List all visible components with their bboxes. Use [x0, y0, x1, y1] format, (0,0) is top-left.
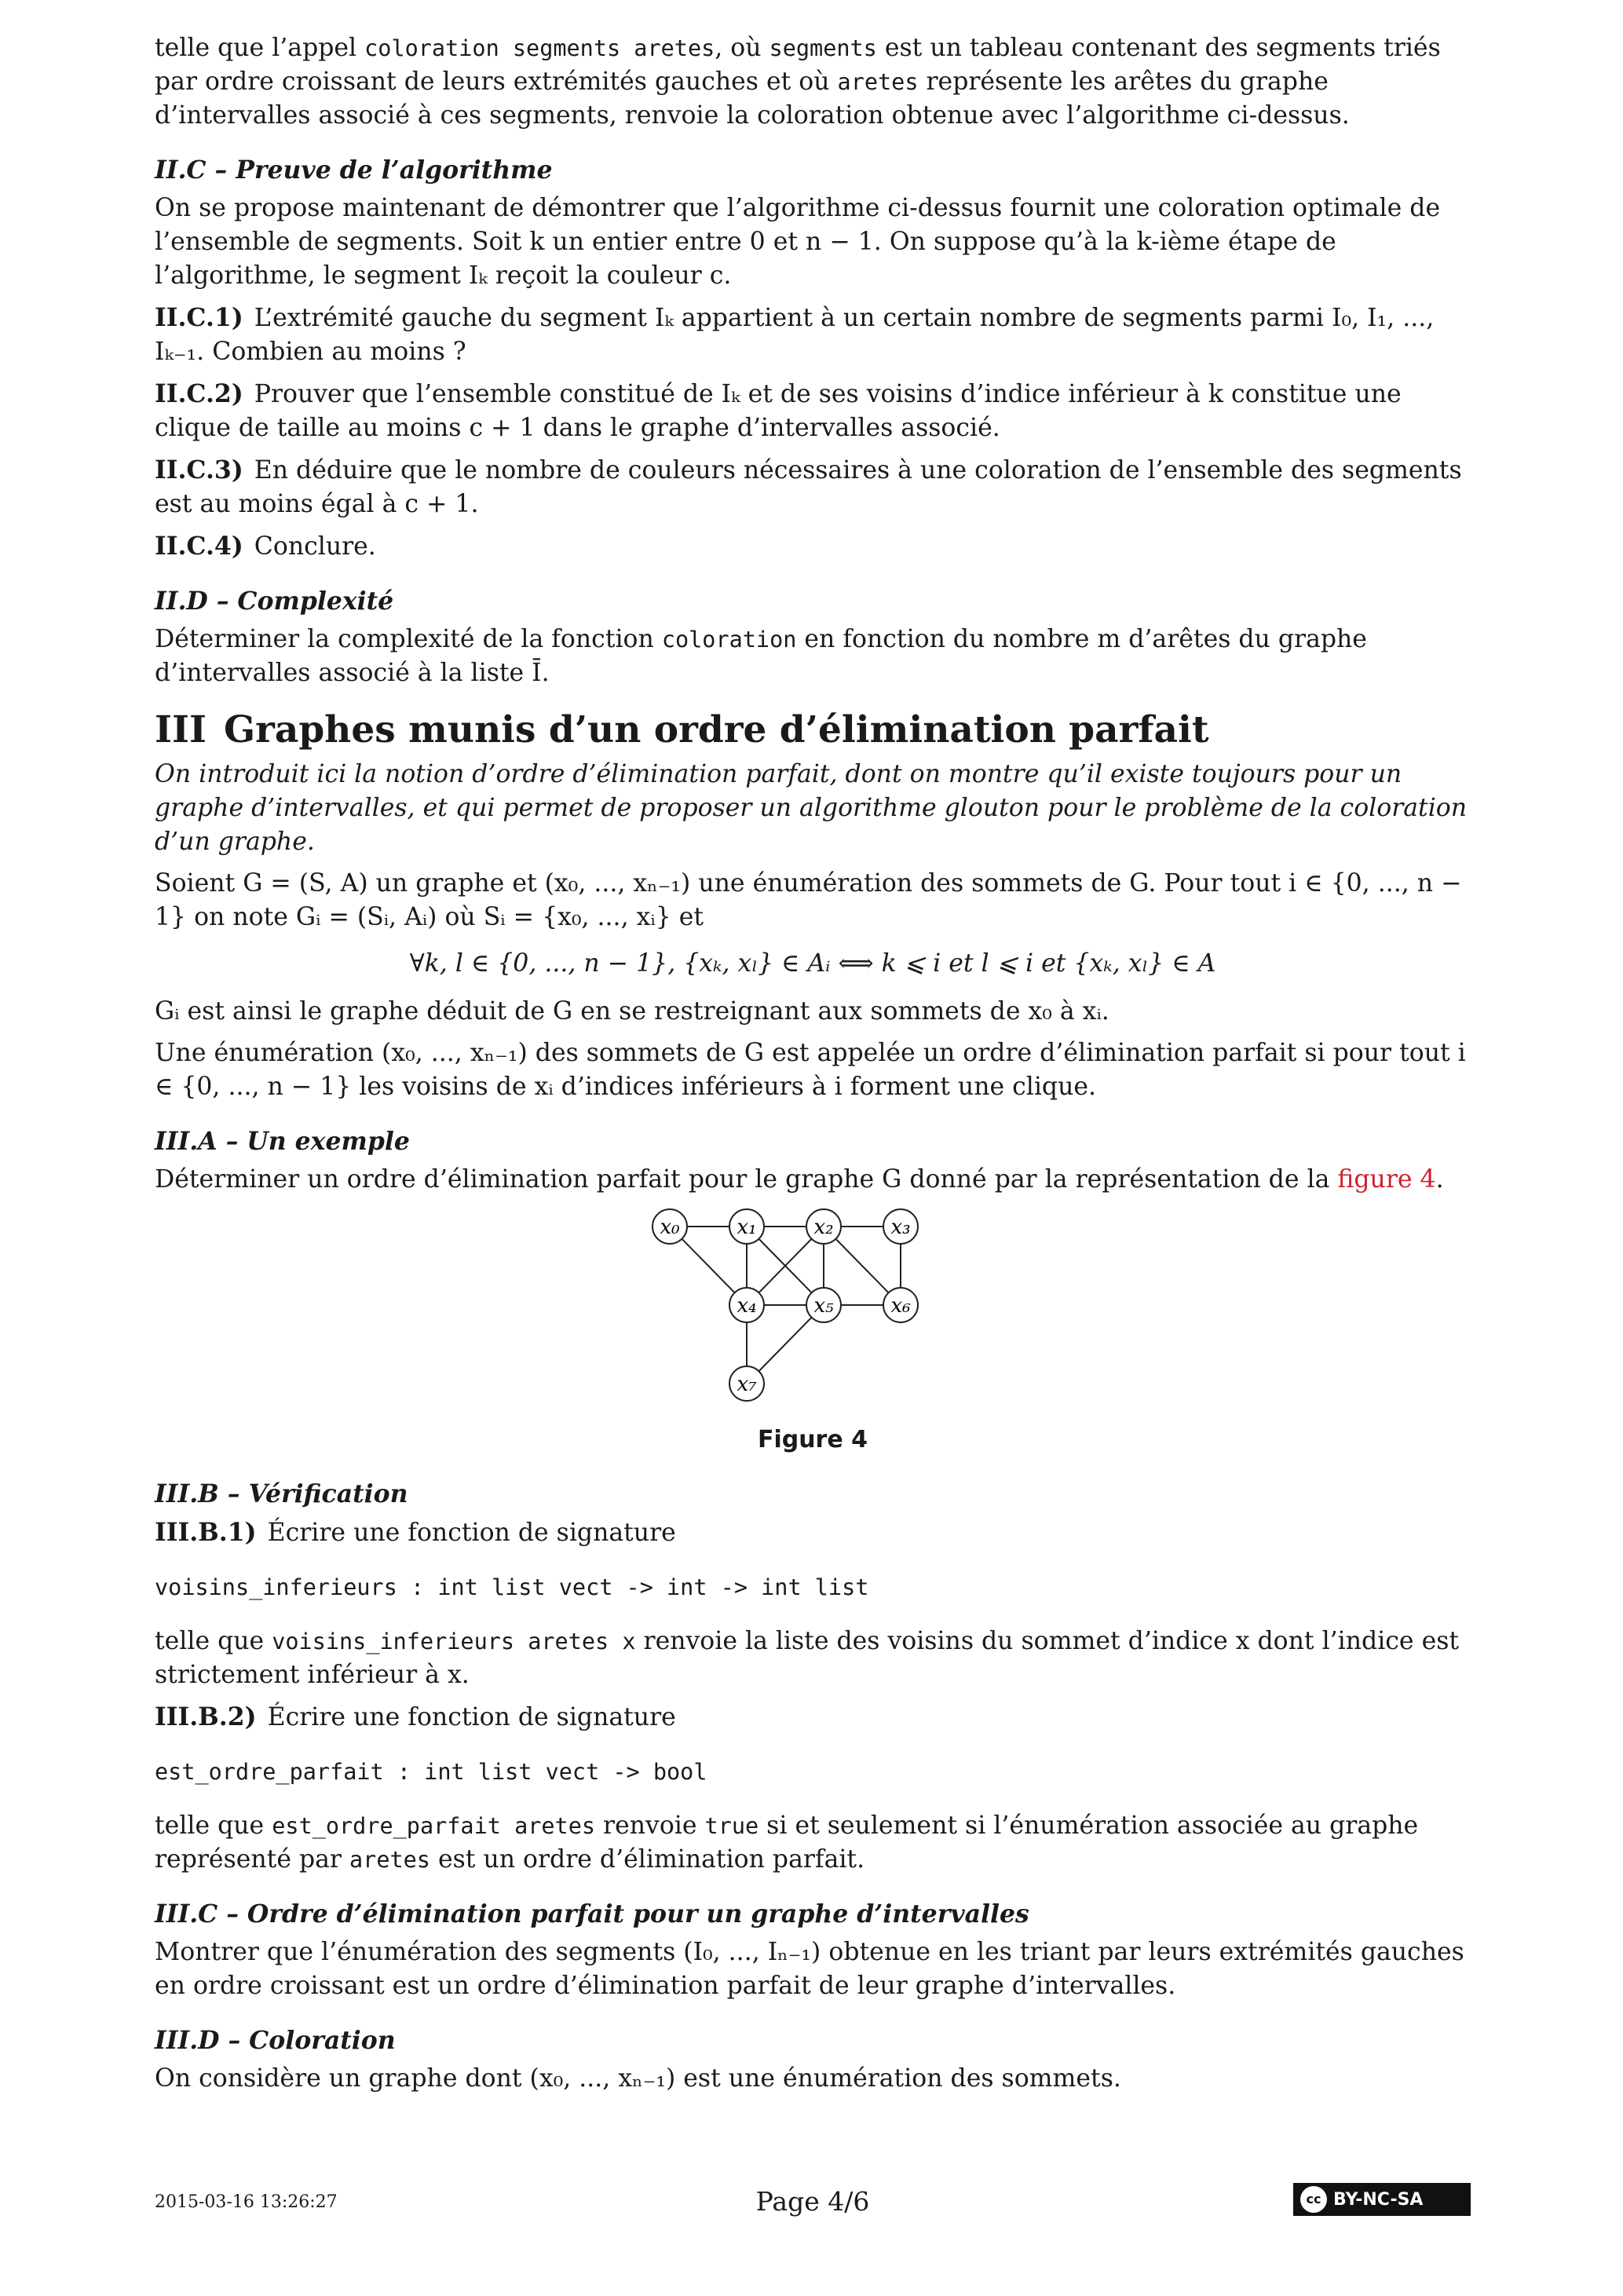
graph-node	[729, 1209, 764, 1244]
display-formula: ∀k, l ∈ {0, ..., n − 1}, {xₖ, xₗ} ∈ Aᵢ ⟺ k ⩽ i et l ⩽ i et {xₖ, xₗ} ∈ A	[409, 949, 1216, 978]
paragraph-III-B-1: telle que voisins_inferieurs aretes x renvoie la liste des voisins du sommet d’indice x dont l’indice est strictement inférieur à x.	[155, 1627, 1460, 1689]
paragraph-III-C: Montrer que l’énumération des segments (I₀, ..., Iₙ₋₁) obtenue en les triant par leurs extrémités gauches en ordre croissant est un ordre d’élimination parfait de leur graphe d’intervalles.	[155, 1938, 1464, 2000]
graph-figure-4	[648, 1205, 978, 1409]
figure-caption: Figure 4	[757, 1426, 868, 1453]
question-III-B-2: III.B.2) Écrire une fonction de signature	[155, 1702, 676, 1731]
question-II-C-3: II.C.3) En déduire que le nombre de couleurs nécessaires à une coloration de l’ensemble des segments est au moins égal à c + 1.	[155, 455, 1462, 518]
paragraph-II-C: On se propose maintenant de démontrer que l’algorithme ci-dessus fournit une coloration optimale de l’ensemble de segments. Soit k un entier entre 0 et n − 1. On suppose qu’à la k-ième étape de l’algorithme, le segment Iₖ reçoit la couleur c.	[155, 194, 1441, 290]
graph-node-label: x₅	[813, 1294, 834, 1318]
graph-node	[729, 1366, 764, 1401]
heading-II-C: II.C – Preuve de l’algorithme	[155, 155, 553, 185]
figure-4	[155, 1205, 1471, 1457]
graph-node-label: x₃	[890, 1216, 911, 1239]
graph-node	[883, 1209, 918, 1244]
license-badge: cc BY-NC-SA	[1293, 2183, 1471, 2216]
figure-4-link[interactable]: figure 4	[1337, 1165, 1436, 1194]
graph-node-label: x₇	[737, 1373, 757, 1396]
code-signature-2: est_ordre_parfait : int list vect -> bool	[155, 1759, 707, 1785]
question-II-C-4: II.C.4) Conclure.	[155, 532, 376, 561]
heading-III-C: III.C – Ordre d’élimination parfait pour un graphe d’intervalles	[155, 1899, 1029, 1929]
graph-node-label: x₄	[737, 1294, 757, 1318]
page-content	[155, 31, 1471, 2096]
heading-III-A: III.A – Un exemple	[155, 1127, 410, 1156]
graph-node-label: x₁	[737, 1216, 757, 1239]
question-III-B-1: III.B.1) Écrire une fonction de signature	[155, 1518, 676, 1547]
continuation-paragraph: telle que l’appel coloration segments aretes, où segments est un tableau contenant des segments triés par ordre croissant de leurs extrémités gauches et où aretes représente les arêtes du graphe d’intervalles associé à ces segments, renvoie la coloration obtenue avec l’algorithme ci-dessus.	[155, 34, 1441, 130]
footer-timestamp: 2015-03-16 13:26:27	[155, 2192, 338, 2212]
paragraph-III-D: On considère un graphe dont (x₀, ..., xₙ₋₁) est une énumération des sommets.	[155, 2064, 1121, 2093]
section-III-p2: Gᵢ est ainsi le graphe déduit de G en se restreignant aux sommets de x₀ à xᵢ.	[155, 997, 1109, 1026]
section-III-intro: On introduit ici la notion d’ordre d’élimination parfait, dont on montre qu’il existe toujours pour un graphe d’intervalles, et qui permet de proposer un algorithme glouton pour le problème de la coloration d’un graphe.	[155, 760, 1468, 856]
code-signature-1: voisins_inferieurs : int list vect -> int -> int list	[155, 1574, 869, 1600]
section-III-p3: Une énumération (x₀, ..., xₙ₋₁) des sommets de G est appelée un ordre d’élimination parfait si pour tout i ∈ {0, ..., n − 1} les voisins de xᵢ d’indices inférieurs à i forment une clique.	[155, 1039, 1466, 1101]
graph-node	[729, 1288, 764, 1322]
question-II-C-1: II.C.1) L’extrémité gauche du segment Iₖ appartient à un certain nombre de segments parmi I₀, I₁, ..., Iₖ₋₁. Combien au moins ?	[155, 303, 1435, 366]
heading-III-D: III.D – Coloration	[155, 2026, 396, 2055]
heading-III-B: III.B – Vérification	[155, 1479, 408, 1508]
graph-node	[806, 1288, 841, 1322]
paragraph-II-D: Déterminer la complexité de la fonction coloration en fonction du nombre m d’arêtes du graphe d’intervalles associé à la liste Ī.	[155, 625, 1367, 687]
cc-icon: cc	[1300, 2186, 1327, 2213]
graph-node-label: x₀	[660, 1216, 680, 1239]
paragraph-III-A: Déterminer un ordre d’élimination parfait pour le graphe G donné par la représentation de la figure 4.	[155, 1165, 1444, 1194]
section-III-p1: Soient G = (S, A) un graphe et (x₀, ..., xₙ₋₁) une énumération des sommets de G. Pour tout i ∈ {0, ..., n − 1} on note Gᵢ = (Sᵢ, Aᵢ) où Sᵢ = {x₀, ..., xᵢ} et	[155, 869, 1462, 931]
heading-II-D: II.D – Complexité	[155, 587, 394, 616]
page-footer	[155, 2183, 1471, 2222]
footer-page-number: Page 4/6	[755, 2186, 870, 2217]
section-III-title: III Graphes munis d’un ordre d’élimination parfait	[155, 708, 1209, 751]
graph-node-label: x₆	[890, 1294, 911, 1318]
graph-node	[883, 1288, 918, 1322]
question-II-C-2: II.C.2) Prouver que l’ensemble constitué de Iₖ et de ses voisins d’indice inférieur à k constitue une clique de taille au moins c + 1 dans le graphe d’intervalles associé.	[155, 379, 1402, 442]
graph-node	[652, 1209, 687, 1244]
graph-node-label: x₂	[813, 1216, 834, 1239]
graph-node	[806, 1209, 841, 1244]
paragraph-III-B-2: telle que est_ordre_parfait aretes renvoie true si et seulement si l’énumération associée au graphe représenté par aretes est un ordre d’élimination parfait.	[155, 1812, 1419, 1874]
